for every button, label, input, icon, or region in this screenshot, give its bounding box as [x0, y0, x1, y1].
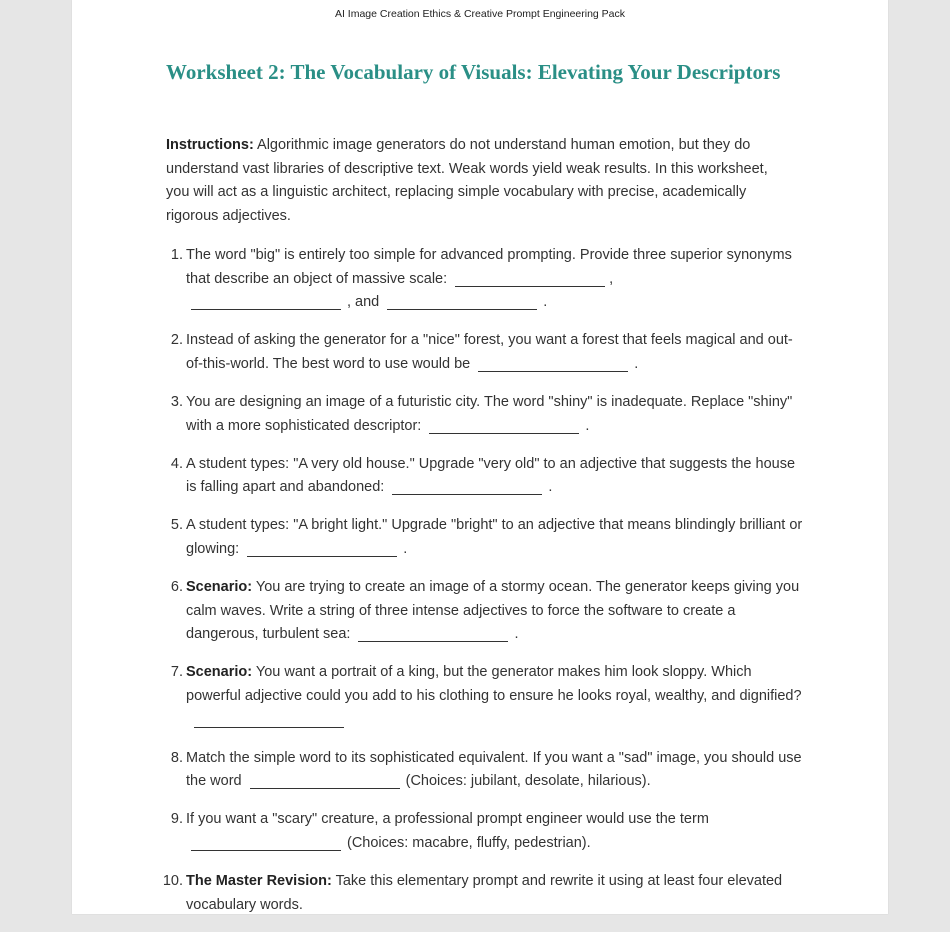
question-5 [166, 514, 806, 561]
instructions-label: Instructions: [166, 137, 254, 153]
question-number: 4. [170, 455, 183, 472]
question-text: If you want a "scary" creature, a professional prompt engineer would use the term [186, 811, 709, 828]
running-header: AI Image Creation Ethics & Creative Prompt Engineering Pack [334, 8, 626, 20]
separator: , and [347, 294, 380, 311]
choices-text: (Choices: macabre, fluffy, pedestrian). [347, 834, 591, 851]
separator: , [609, 270, 614, 287]
question-text: Match the simple word to its sophisticated equivalent. If you want a "sad" image, you should use the word [186, 749, 802, 790]
question-7 [166, 661, 806, 732]
answer-blank-2[interactable] [478, 355, 628, 372]
question-number: 9. [170, 811, 183, 828]
question-10 [162, 870, 806, 917]
question-number: 7. [170, 664, 183, 681]
question-text: Instead of asking the generator for a "nice" forest, you want a forest that feels magical and out-of-this-world. The best word to use would be [186, 332, 793, 372]
end-punct: . [548, 479, 553, 496]
answer-blank-8[interactable] [250, 772, 400, 789]
question-number: 2. [170, 332, 183, 349]
question-3 [166, 391, 806, 438]
end-punct: . [403, 540, 408, 557]
choices-text: (Choices: jubilant, desolate, hilarious). [405, 773, 651, 790]
question-9 [166, 808, 806, 855]
question-text: A student types: "A very old house." Upgrade "very old" to an adjective that suggests the house is falling apart and abandoned: [186, 455, 796, 496]
question-2 [166, 329, 806, 376]
question-number: 10. [162, 872, 183, 889]
answer-blank-6[interactable] [358, 625, 508, 642]
question-8 [166, 747, 806, 794]
worksheet-page [72, 0, 888, 914]
question-text: You are designing an image of a futuristic city. The word "shiny" is inadequate. Replace "shiny" with a more sophisticated descriptor: [186, 393, 793, 434]
end-punct: . [543, 294, 548, 311]
answer-blank-4[interactable] [392, 478, 542, 495]
master-revision-label: The Master Revision: [186, 872, 332, 889]
end-punct: . [514, 626, 519, 643]
question-text: The word "big" is entirely too simple for advanced prompting. Provide three superior synonyms that describe an object of massive scale: [186, 247, 792, 287]
end-punct: . [634, 355, 639, 372]
question-number: 3. [170, 393, 183, 410]
question-1 [166, 244, 806, 315]
scenario-label: Scenario: [186, 579, 253, 596]
question-number: 5. [170, 517, 183, 534]
question-6 [166, 576, 806, 647]
question-text: You are trying to create an image of a stormy ocean. The generator keeps giving you calm waves. Write a string of three intense adjectives to force the software to create a dangerous, turbulent sea: [186, 579, 800, 643]
instructions [166, 134, 794, 228]
scenario-label: Scenario: [186, 664, 253, 681]
answer-blank-1c[interactable] [387, 293, 537, 310]
question-text: A student types: "A bright light." Upgrade "bright" to an adjective that means blindingly brilliant or glowing: [186, 517, 803, 557]
answer-blank-9[interactable] [191, 834, 341, 851]
answer-blank-3[interactable] [429, 417, 579, 434]
answer-blank-7[interactable] [194, 711, 344, 728]
end-punct: . [585, 417, 590, 434]
answer-blank-5[interactable] [247, 540, 397, 557]
question-number: 1. [170, 247, 183, 263]
question-text: Take this elementary prompt and rewrite it using at least four elevated vocabulary words. [186, 872, 783, 913]
question-list [162, 244, 806, 932]
worksheet-title: Worksheet 2: The Vocabulary of Visuals: Elevating Your Descriptors [166, 60, 781, 84]
question-number: 6. [170, 579, 183, 596]
question-4 [166, 453, 806, 500]
question-number: 8. [170, 749, 183, 766]
question-text: You want a portrait of a king, but the generator makes him look sloppy. Which powerful adjective could you add to his clothing to ensure he looks royal, wealthy, and dignified? [186, 664, 802, 704]
answer-blank-1b[interactable] [191, 293, 341, 310]
answer-blank-1a[interactable] [455, 270, 605, 287]
instructions-text: Algorithmic image generators do not understand human emotion, but they do understand vast libraries of descriptive text. Weak words yield weak results. In this worksheet, you will act as a linguistic architect, replacing simple vocabulary with precise, academically rigorous adjectives. [166, 137, 768, 224]
